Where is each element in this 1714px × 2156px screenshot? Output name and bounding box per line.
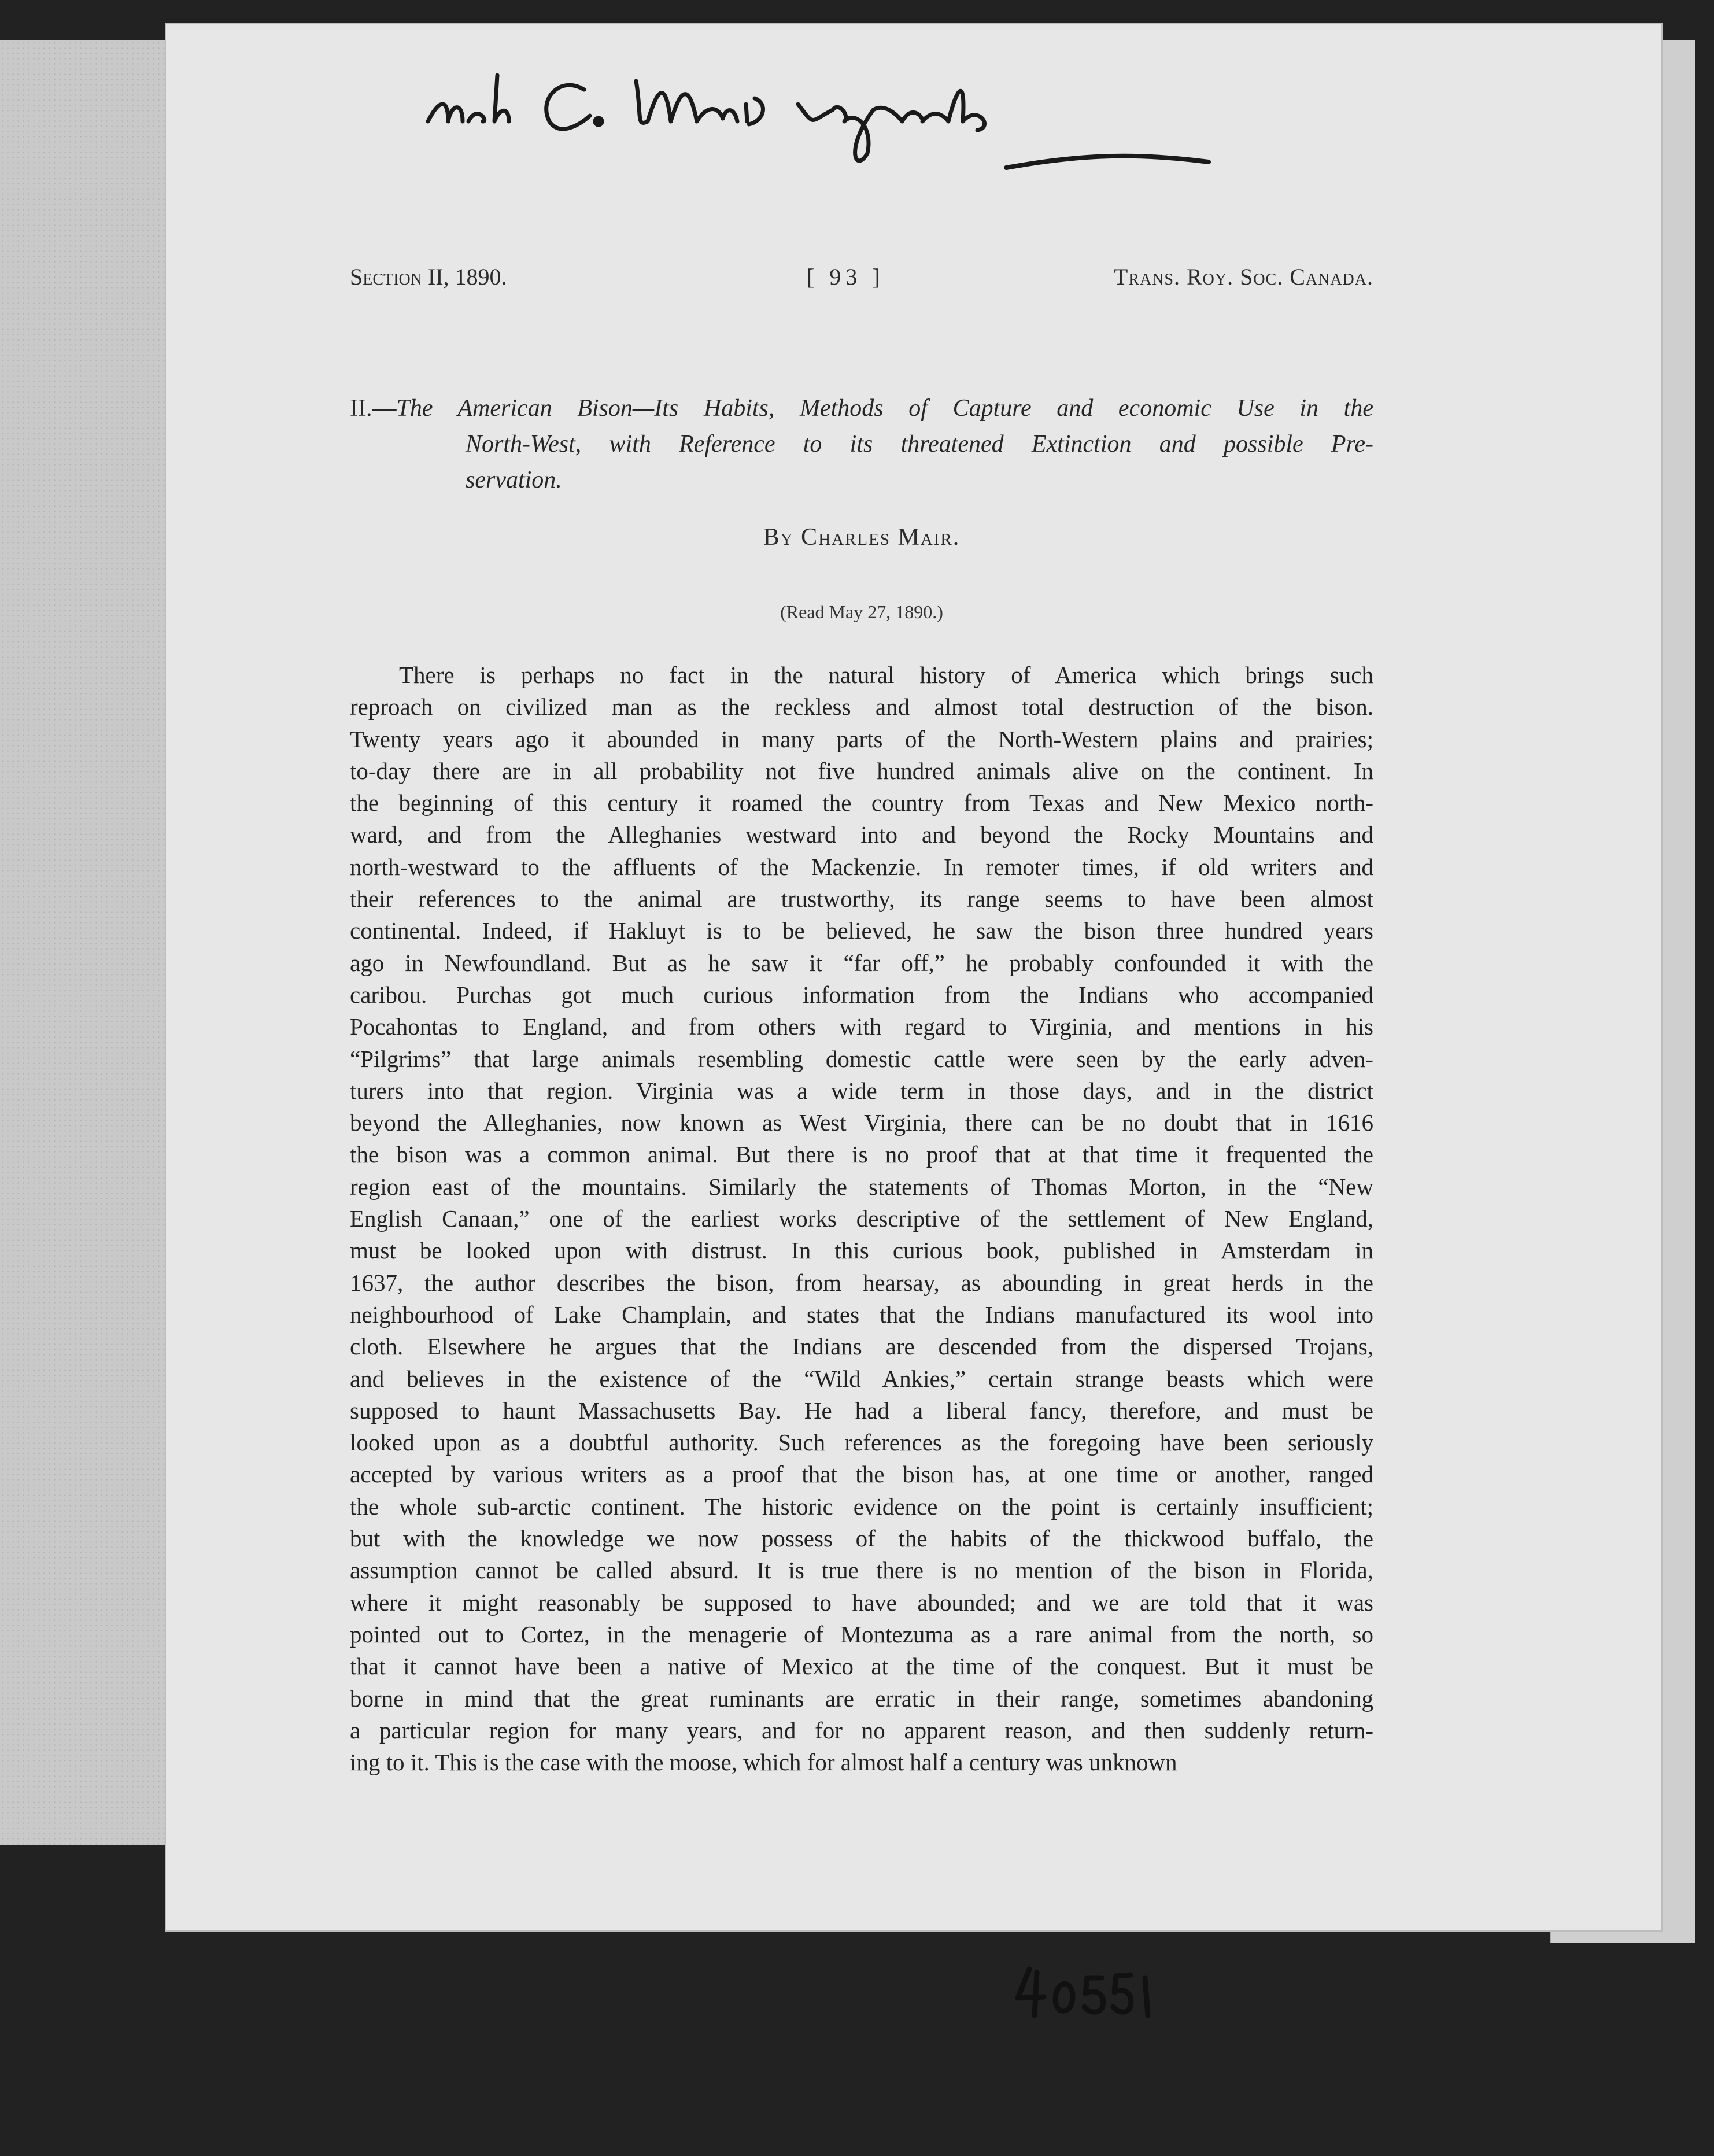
text-line: neighbourhood of Lake Champlain, and states that the Indians manufactured its wool into [350,1301,1373,1328]
text-line: and believes in the existence of the “Wild Ankies,” certain strange beasts which were [350,1365,1373,1392]
text-line: ward, and from the Alleghanies westward into and beyond the Rocky Mountains and [350,821,1373,848]
text-line: a particular region for many years, and for no apparent reason, and then suddenly return- [350,1716,1373,1744]
text-line: ago in Newfoundland. But as he saw it “far off,” he probably confounded it with the [350,949,1373,976]
text-line: north-westward to the affluents of the Mackenzie. In remoter times, if old writers and [350,853,1373,880]
text-line: turers into that region. Virginia was a wide term in those days, and in the district [350,1077,1373,1104]
text-line: to-day there are in all probability not five hundred animals alive on the continent. In [350,757,1373,784]
journal-name: Trans. Roy. Soc. Canada. [1113,264,1373,290]
handwriting-signature [393,35,1261,197]
section-numeral: II.— [350,395,397,422]
text-line: the beginning of this century it roamed the country from Texas and New Mexico north- [350,789,1373,817]
title-line-3: servation. [466,467,562,493]
text-line: the whole sub-arctic continent. The historic evidence on the point is certainly insufficient; [350,1493,1373,1520]
text-line: beyond the Alleghanies, now known as West Virginia, there can be no doubt that in 1616 [350,1109,1373,1136]
text-line: looked upon as a doubtful authority. Such references as the foregoing have been seriously [350,1429,1373,1456]
text-line: must be looked upon with distrust. In this curious book, published in Amsterdam in [350,1237,1373,1264]
text-line: region east of the mountains. Similarly the statements of Thomas Morton, in the “New [350,1173,1373,1200]
text-line: where it might reasonably be supposed to have abounded; and we are told that it was [350,1589,1373,1616]
binding-board [0,40,175,1845]
text-line: supposed to haunt Massachusetts Bay. He had a liberal fancy, therefore, and must be [350,1397,1373,1424]
title-line-1 [350,390,1373,426]
title-line-2: North-West, with Reference to its threatened Extinction and possible Pre- [466,431,1373,457]
text-line: caribou. Purchas got much curious information from the Indians who accompanied [350,981,1373,1008]
text-line: ing to it. This is the case with the moose, which for almost half a century was unknown [350,1749,1177,1776]
body-paragraph [350,659,1373,1778]
text-line: 1637, the author describes the bison, from hearsay, as abounding in great herds in the [350,1269,1373,1296]
accession-number-handwriting [1009,1958,1159,2021]
text-line: continental. Indeed, if Hakluyt is to be believed, he saw the bison three hundred years [350,917,1373,944]
text-line: English Canaan,” one of the earliest works descriptive of the settlement of New England, [350,1205,1373,1232]
text-line: accepted by various writers as a proof that the bison has, at one time or another, ranged [350,1461,1373,1488]
text-line: assumption cannot be called absurd. It is true there is no mention of the bison in Florida, [350,1557,1373,1584]
text-line: pointed out to Cortez, in the menagerie of Montezuma as a rare animal from the north, so [350,1620,1373,1648]
read-date: (Read May 27, 1890.) [780,601,943,622]
handwritten-accession-number [1009,1958,1159,2021]
text-line: reproach on civilized man as the reckless and almost total destruction of the bison. [350,693,1373,721]
text-line: borne in mind that the great ruminants are erratic in their range, sometimes abandoning [350,1685,1373,1712]
title-text-1: The American Bison—Its Habits, Methods of Capture and economic Use in the [396,395,1373,422]
text-line: Pocahontas to England, and from others with regard to Virginia, and mentions in his [350,1013,1373,1040]
page-number: [ 93 ] [807,264,885,290]
article-title [350,390,1373,498]
text-line: but with the knowledge we now possess of the habits of the thickwood buffalo, the [350,1525,1373,1552]
section-label: Section II, 1890. [350,264,507,290]
handwritten-inscription [393,35,1261,197]
text-line: that it cannot have been a native of Mexico at the time of the conquest. But it must be [350,1653,1373,1680]
text-line: cloth. Elsewhere he argues that the Indians are descended from the dispersed Trojans, [350,1333,1373,1360]
running-head [350,263,1373,304]
author-byline: By Charles Mair. [763,524,961,551]
text-line: Twenty years ago it abounded in many parts of the North-Western plains and prairies; [350,725,1373,752]
text-line: the bison was a common animal. But there is no proof that at that time it frequented the [350,1141,1373,1168]
text-line: their references to the animal are trustworthy, its range seems to have been almost [350,885,1373,913]
text-line: There is perhaps no fact in the natural history of America which brings such [399,662,1373,688]
text-line: “Pilgrims” that large animals resembling domestic cattle were seen by the early adven- [350,1045,1373,1072]
